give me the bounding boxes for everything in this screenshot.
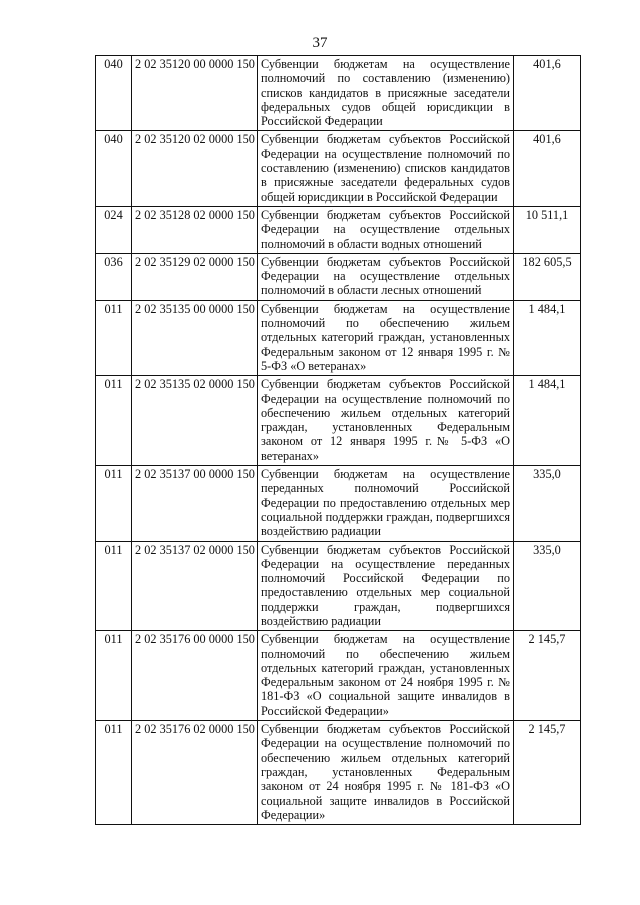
revenue-code-cell: 2 02 35176 00 0000 150 bbox=[132, 631, 258, 721]
revenue-name-cell: Субвенции бюджетам субъектов Российской Федерации на осуществление полномочий по составлению (изменению) списков кандидатов в присяжные заседатели федеральных судов общей юрисдикции в Российской Федерации bbox=[258, 131, 514, 206]
table-body bbox=[96, 56, 581, 825]
table-row bbox=[96, 56, 581, 131]
amount-cell: 182 605,5 bbox=[514, 253, 581, 300]
revenue-code-cell: 2 02 35176 02 0000 150 bbox=[132, 721, 258, 825]
revenue-code-cell: 2 02 35135 02 0000 150 bbox=[132, 376, 258, 466]
revenue-code-cell: 2 02 35137 02 0000 150 bbox=[132, 541, 258, 631]
amount-cell: 2 145,7 bbox=[514, 721, 581, 825]
admin-code-cell: 011 bbox=[96, 721, 132, 825]
revenue-name-cell: Субвенции бюджетам субъектов Российской Федерации на осуществление полномочий по обеспечению жильем отдельных категорий граждан, установленных Федеральным законом от 24 ноября 1995 г. № 181-ФЗ «О социальной защите инвалидов в Российской Федерации» bbox=[258, 721, 514, 825]
admin-code-cell: 040 bbox=[96, 56, 132, 131]
table-row bbox=[96, 131, 581, 206]
admin-code-cell: 011 bbox=[96, 631, 132, 721]
revenue-code-cell: 2 02 35128 02 0000 150 bbox=[132, 206, 258, 253]
admin-code-cell: 011 bbox=[96, 541, 132, 631]
amount-cell: 10 511,1 bbox=[514, 206, 581, 253]
page-number: 37 bbox=[312, 35, 328, 51]
table-row bbox=[96, 466, 581, 541]
revenue-code-cell: 2 02 35120 00 0000 150 bbox=[132, 56, 258, 131]
amount-cell: 1 484,1 bbox=[514, 300, 581, 375]
table-row bbox=[96, 300, 581, 375]
revenue-name-cell: Субвенции бюджетам на осуществление переданных полномочий Российской Федерации по предоставлению отдельных мер социальной поддержки граждан, подвергшихся воздействию радиации bbox=[258, 466, 514, 541]
table-row bbox=[96, 376, 581, 466]
table-row bbox=[96, 631, 581, 721]
revenue-name-cell: Субвенции бюджетам субъектов Российской Федерации на осуществление отдельных полномочий в области водных отношений bbox=[258, 206, 514, 253]
table-row bbox=[96, 721, 581, 825]
admin-code-cell: 011 bbox=[96, 300, 132, 375]
amount-cell: 401,6 bbox=[514, 56, 581, 131]
revenue-code-cell: 2 02 35135 00 0000 150 bbox=[132, 300, 258, 375]
revenue-code-cell: 2 02 35129 02 0000 150 bbox=[132, 253, 258, 300]
table-row bbox=[96, 253, 581, 300]
amount-cell: 1 484,1 bbox=[514, 376, 581, 466]
amount-cell: 401,6 bbox=[514, 131, 581, 206]
admin-code-cell: 024 bbox=[96, 206, 132, 253]
revenue-code-cell: 2 02 35120 02 0000 150 bbox=[132, 131, 258, 206]
revenue-name-cell: Субвенции бюджетам на осуществление полномочий по обеспечению жильем отдельных категорий граждан, установленных Федеральным законом от 12 января 1995 г. № 5-ФЗ «О ветеранах» bbox=[258, 300, 514, 375]
revenue-name-cell: Субвенции бюджетам субъектов Российской Федерации на осуществление отдельных полномочий в области лесных отношений bbox=[258, 253, 514, 300]
revenue-name-cell: Субвенции бюджетам субъектов Российской Федерации на осуществление полномочий по обеспечению жильем отдельных категорий граждан, установленных Федеральным законом от 12 января 1995 г.№ 5-ФЗ «О ветеранах» bbox=[258, 376, 514, 466]
table-row bbox=[96, 541, 581, 631]
budget-revenue-table bbox=[95, 55, 581, 825]
amount-cell: 335,0 bbox=[514, 541, 581, 631]
revenue-name-cell: Субвенции бюджетам субъектов Российской Федерации на осуществление переданных полномочий Российской Федерации по предоставлению отдельных мер социальной поддержки граждан, подвергшихся воздействию радиации bbox=[258, 541, 514, 631]
amount-cell: 335,0 bbox=[514, 466, 581, 541]
table-row bbox=[96, 206, 581, 253]
admin-code-cell: 036 bbox=[96, 253, 132, 300]
revenue-name-cell: Субвенции бюджетам на осуществление полномочий по обеспечению жильем отдельных категорий граждан, установленных Федеральным законом от 24 ноября 1995 г. № 181-ФЗ «О социальной защите инвалидов в Российской Федерации» bbox=[258, 631, 514, 721]
admin-code-cell: 011 bbox=[96, 376, 132, 466]
admin-code-cell: 040 bbox=[96, 131, 132, 206]
revenue-code-cell: 2 02 35137 00 0000 150 bbox=[132, 466, 258, 541]
revenue-name-cell: Субвенции бюджетам на осуществление полномочий по составлению (изменению) списков кандидатов в присяжные заседатели федеральных судов общей юрисдикции в Российской Федерации bbox=[258, 56, 514, 131]
admin-code-cell: 011 bbox=[96, 466, 132, 541]
amount-cell: 2 145,7 bbox=[514, 631, 581, 721]
